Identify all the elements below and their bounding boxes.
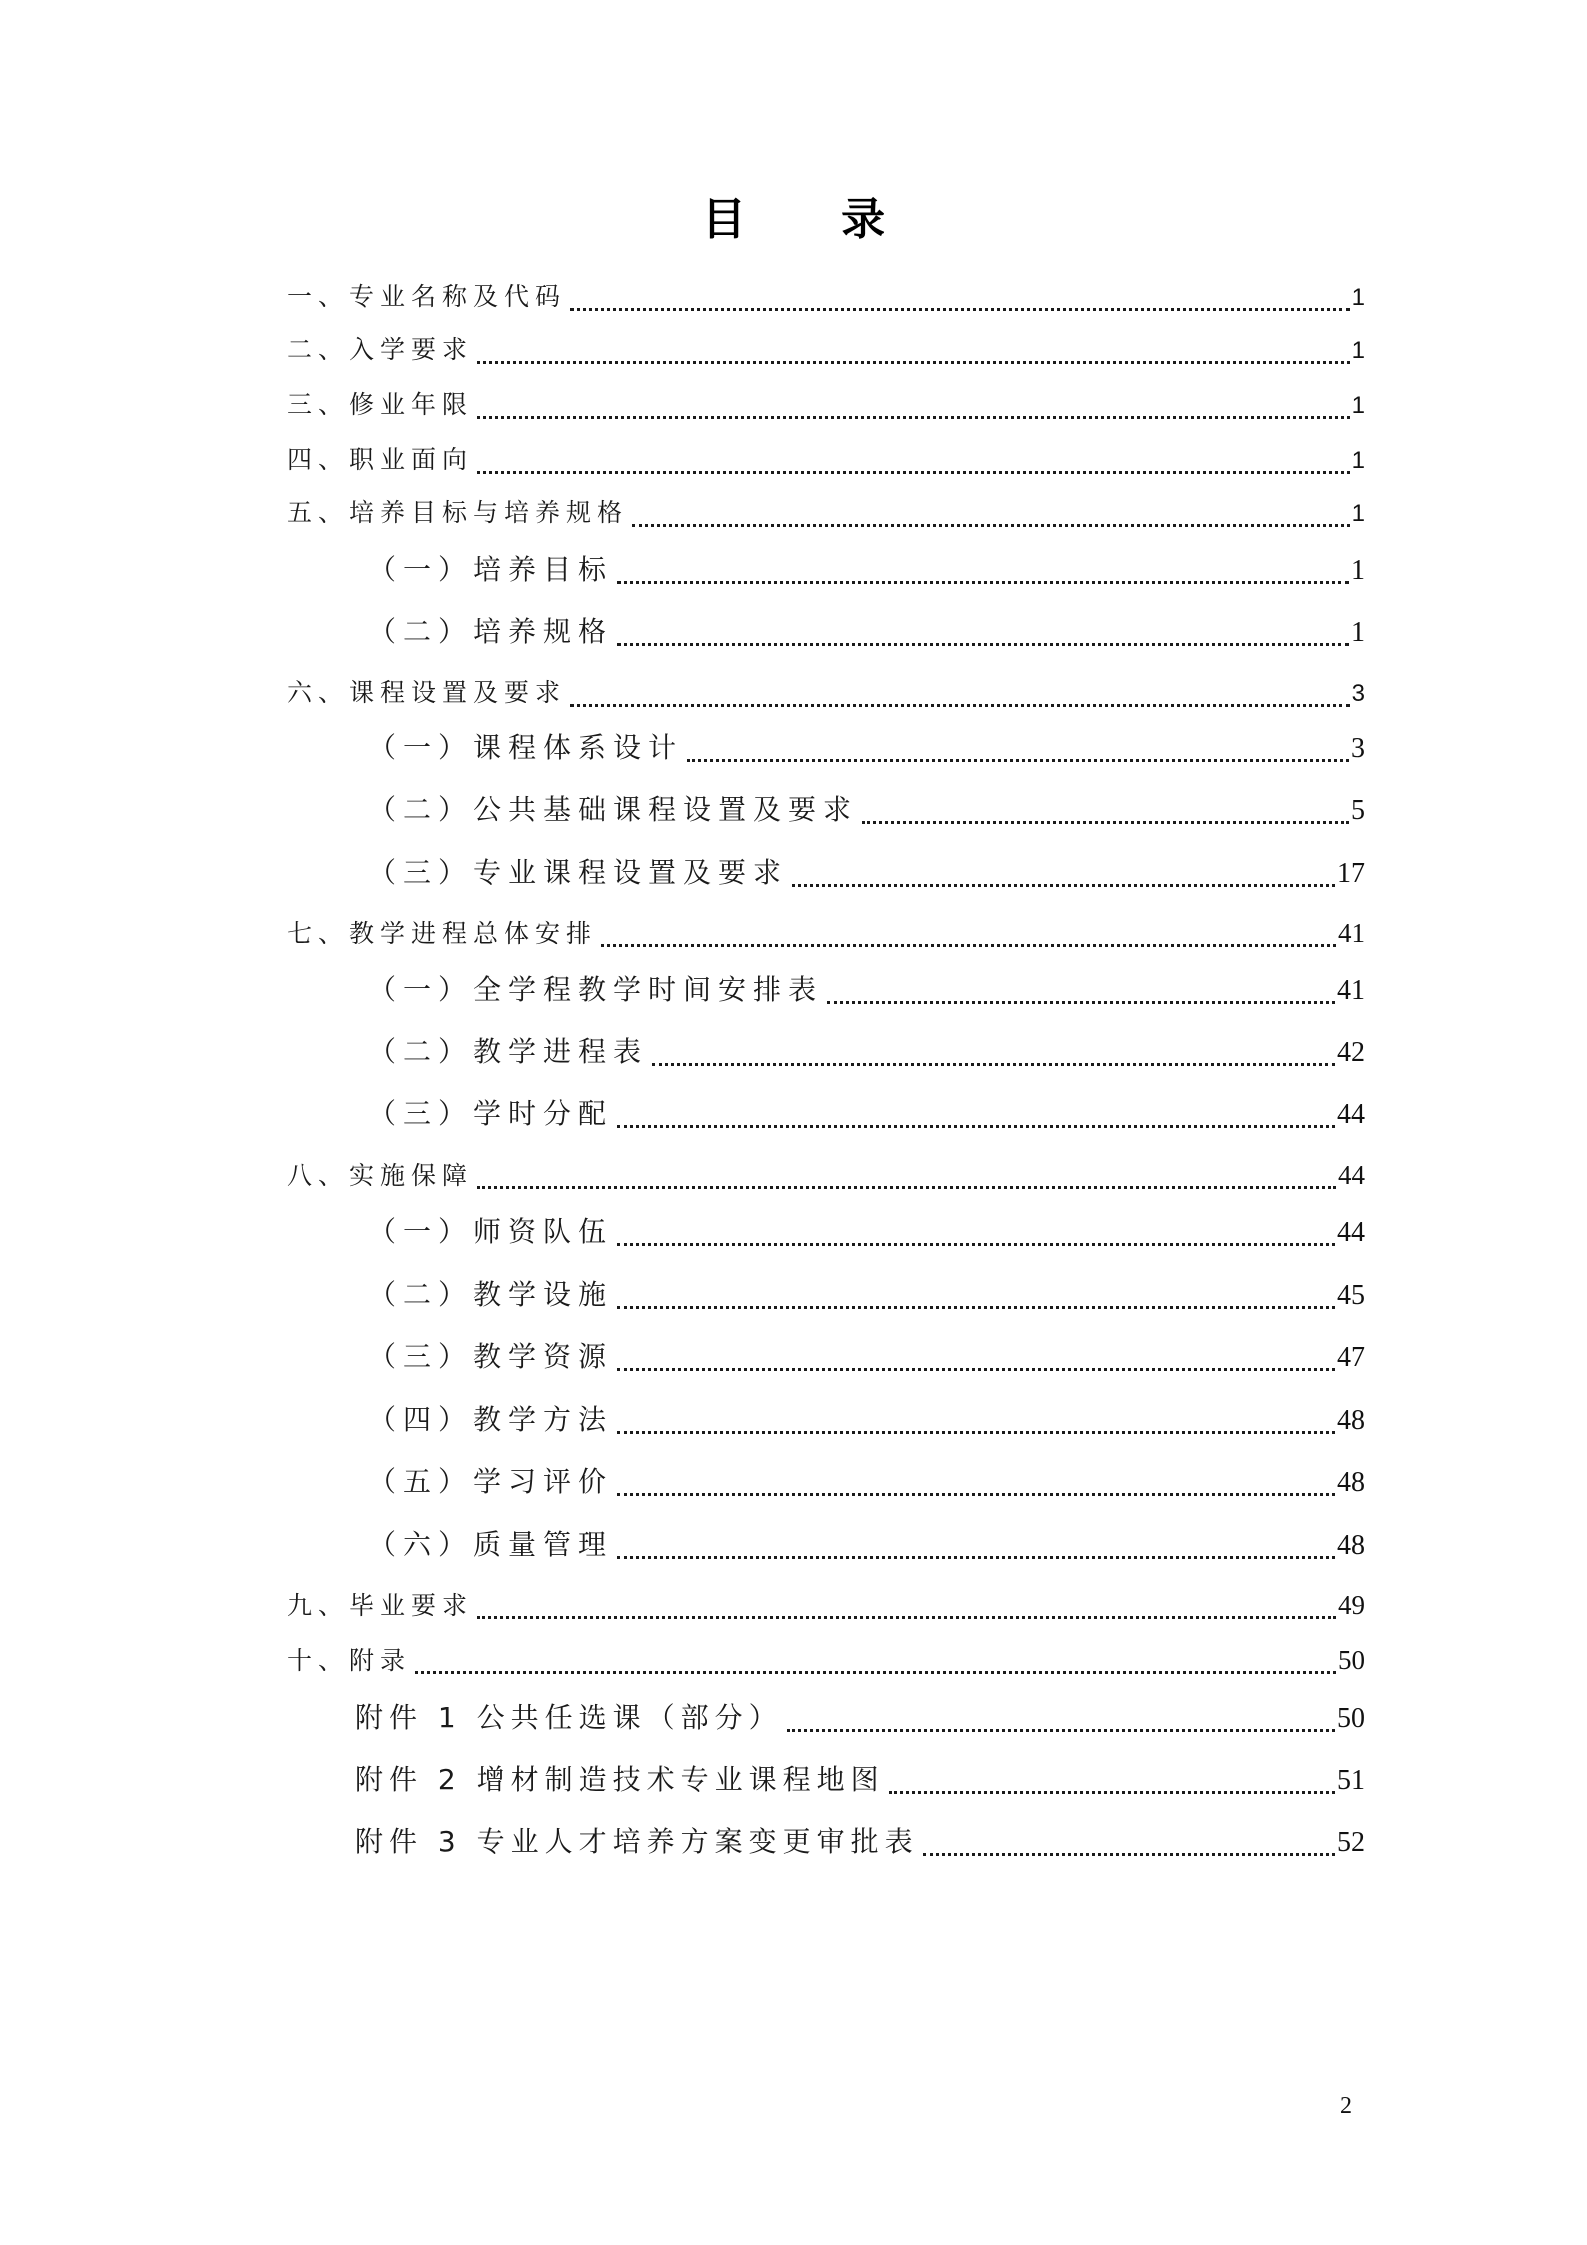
- dot-leader: [601, 944, 1336, 947]
- toc-entry-page: 48: [1337, 1405, 1365, 1436]
- toc-appendix-entry[interactable]: [355, 1698, 1365, 1738]
- toc-entry-page: 44: [1337, 1099, 1365, 1130]
- toc-entry[interactable]: [287, 277, 1365, 317]
- toc-entry-page: 3: [1351, 680, 1365, 707]
- toc-entry-page: 50: [1338, 1645, 1365, 1675]
- page-number: 2: [1340, 2093, 1352, 2119]
- toc-entry-label: 九、毕业要求: [287, 1591, 474, 1620]
- dot-leader: [617, 1125, 1335, 1128]
- toc-entry-page: 42: [1337, 1037, 1365, 1068]
- toc-entry-page: 41: [1337, 975, 1365, 1006]
- toc-entry-label: （二）公共基础课程设置及要求: [368, 793, 859, 826]
- dot-leader: [792, 884, 1335, 887]
- toc-subentry[interactable]: [368, 1094, 1365, 1134]
- toc-subentry[interactable]: [368, 1032, 1365, 1072]
- toc-entry-page: 48: [1337, 1467, 1365, 1498]
- toc-subentry[interactable]: [368, 550, 1365, 590]
- toc-entry-page: 1: [1351, 392, 1365, 419]
- toc-entry-page: 5: [1351, 795, 1365, 826]
- dot-leader: [687, 759, 1349, 762]
- toc-entry-page: 52: [1337, 1827, 1365, 1858]
- toc-entry[interactable]: [287, 330, 1365, 370]
- toc-entry[interactable]: [287, 673, 1365, 713]
- toc-entry-page: 1: [1351, 617, 1365, 648]
- toc-subentry[interactable]: [368, 728, 1365, 768]
- toc-title: 目 录: [701, 194, 926, 245]
- dot-leader: [617, 1431, 1335, 1434]
- dot-leader: [617, 1493, 1335, 1496]
- toc-subentry[interactable]: [368, 1400, 1365, 1440]
- toc-subentry[interactable]: [368, 1462, 1365, 1502]
- dot-leader: [617, 1556, 1335, 1559]
- toc-entry-page: 45: [1337, 1280, 1365, 1311]
- toc-entry-page: 1: [1351, 284, 1365, 311]
- toc-entry-label: （三）专业课程设置及要求: [368, 856, 789, 889]
- toc-entry-label: （六）质量管理: [368, 1528, 614, 1561]
- toc-entry[interactable]: [287, 440, 1365, 480]
- dot-leader: [889, 1791, 1335, 1794]
- toc-entry[interactable]: [287, 493, 1365, 533]
- toc-entry-page: 49: [1338, 1590, 1365, 1620]
- dot-leader: [477, 416, 1350, 419]
- toc-entry-page: 17: [1337, 858, 1365, 889]
- toc-entry-page: 51: [1337, 1765, 1365, 1796]
- toc-entry[interactable]: [287, 1585, 1365, 1625]
- toc-entry-label: （五）学习评价: [368, 1465, 614, 1498]
- dot-leader: [923, 1853, 1335, 1856]
- toc-entry-label: 附件 1 公共任选课（部分）: [355, 1701, 783, 1734]
- toc-entry-label: 六、课程设置及要求: [287, 678, 567, 707]
- toc-entry-page: 50: [1337, 1703, 1365, 1734]
- dot-leader: [617, 1243, 1335, 1246]
- toc-subentry[interactable]: [368, 1337, 1365, 1377]
- toc-entry-page: 41: [1338, 918, 1365, 948]
- toc-entry-page: 1: [1351, 500, 1365, 527]
- toc-entry-label: （一）师资队伍: [368, 1215, 614, 1248]
- dot-leader: [415, 1671, 1336, 1674]
- dot-leader: [862, 821, 1349, 824]
- toc-entry-label: 二、入学要求: [287, 335, 474, 364]
- toc-subentry[interactable]: [368, 790, 1365, 830]
- toc-entry-page: 44: [1338, 1160, 1365, 1190]
- dot-leader: [477, 471, 1350, 474]
- dot-leader: [617, 581, 1349, 584]
- toc-entry-label: （一）课程体系设计: [368, 731, 684, 764]
- toc-subentry[interactable]: [368, 612, 1365, 652]
- dot-leader: [632, 524, 1350, 527]
- toc-entry-label: （一）培养目标: [368, 553, 614, 586]
- toc-entry-page: 47: [1337, 1342, 1365, 1373]
- toc-subentry[interactable]: [368, 853, 1365, 893]
- toc-entry-page: 44: [1337, 1217, 1365, 1248]
- toc-entry-label: （二）培养规格: [368, 615, 614, 648]
- toc-entry-label: （三）教学资源: [368, 1340, 614, 1373]
- dot-leader: [477, 1616, 1336, 1619]
- toc-entry-page: 3: [1351, 733, 1365, 764]
- toc-subentry[interactable]: [368, 970, 1365, 1010]
- toc-appendix-entry[interactable]: [355, 1760, 1365, 1800]
- toc-entry-label: （一）全学程教学时间安排表: [368, 973, 824, 1006]
- toc-entry-label: 三、修业年限: [287, 390, 474, 419]
- toc-entry-label: 一、专业名称及代码: [287, 282, 567, 311]
- toc-entry[interactable]: [287, 913, 1365, 953]
- dot-leader: [617, 1368, 1335, 1371]
- dot-leader: [617, 643, 1349, 646]
- toc-entry-label: （三）学时分配: [368, 1097, 614, 1130]
- toc-entry-label: 五、培养目标与培养规格: [287, 498, 629, 527]
- toc-entry-label: 七、教学进程总体安排: [287, 919, 598, 948]
- toc-entry-label: （四）教学方法: [368, 1403, 614, 1436]
- dot-leader: [652, 1063, 1335, 1066]
- dot-leader: [477, 361, 1350, 364]
- toc-appendix-entry[interactable]: [355, 1822, 1365, 1862]
- toc-subentry[interactable]: [368, 1212, 1365, 1252]
- toc-entry-page: 1: [1351, 447, 1365, 474]
- toc-entry-page: 1: [1351, 555, 1365, 586]
- dot-leader: [827, 1001, 1335, 1004]
- toc-entry[interactable]: [287, 385, 1365, 425]
- dot-leader: [617, 1306, 1335, 1309]
- toc-subentry[interactable]: [368, 1525, 1365, 1565]
- dot-leader: [477, 1186, 1336, 1189]
- toc-entry-label: 十、附录: [287, 1646, 412, 1675]
- dot-leader: [570, 704, 1350, 707]
- toc-entry-label: 附件 3 专业人才培养方案变更审批表: [355, 1825, 919, 1858]
- toc-entry-label: （二）教学进程表: [368, 1035, 649, 1068]
- toc-entry-page: 48: [1337, 1530, 1365, 1561]
- toc-entry-label: （二）教学设施: [368, 1278, 614, 1311]
- dot-leader: [570, 308, 1350, 311]
- dot-leader: [787, 1729, 1335, 1732]
- toc-entry-label: 八、实施保障: [287, 1161, 474, 1190]
- toc-subentry[interactable]: [368, 1275, 1365, 1315]
- toc-entry-page: 1: [1351, 337, 1365, 364]
- toc-entry-label: 附件 2 增材制造技术专业课程地图: [355, 1763, 885, 1796]
- toc-entry-label: 四、职业面向: [287, 445, 474, 474]
- toc-entry[interactable]: [287, 1155, 1365, 1195]
- toc-entry[interactable]: [287, 1640, 1365, 1680]
